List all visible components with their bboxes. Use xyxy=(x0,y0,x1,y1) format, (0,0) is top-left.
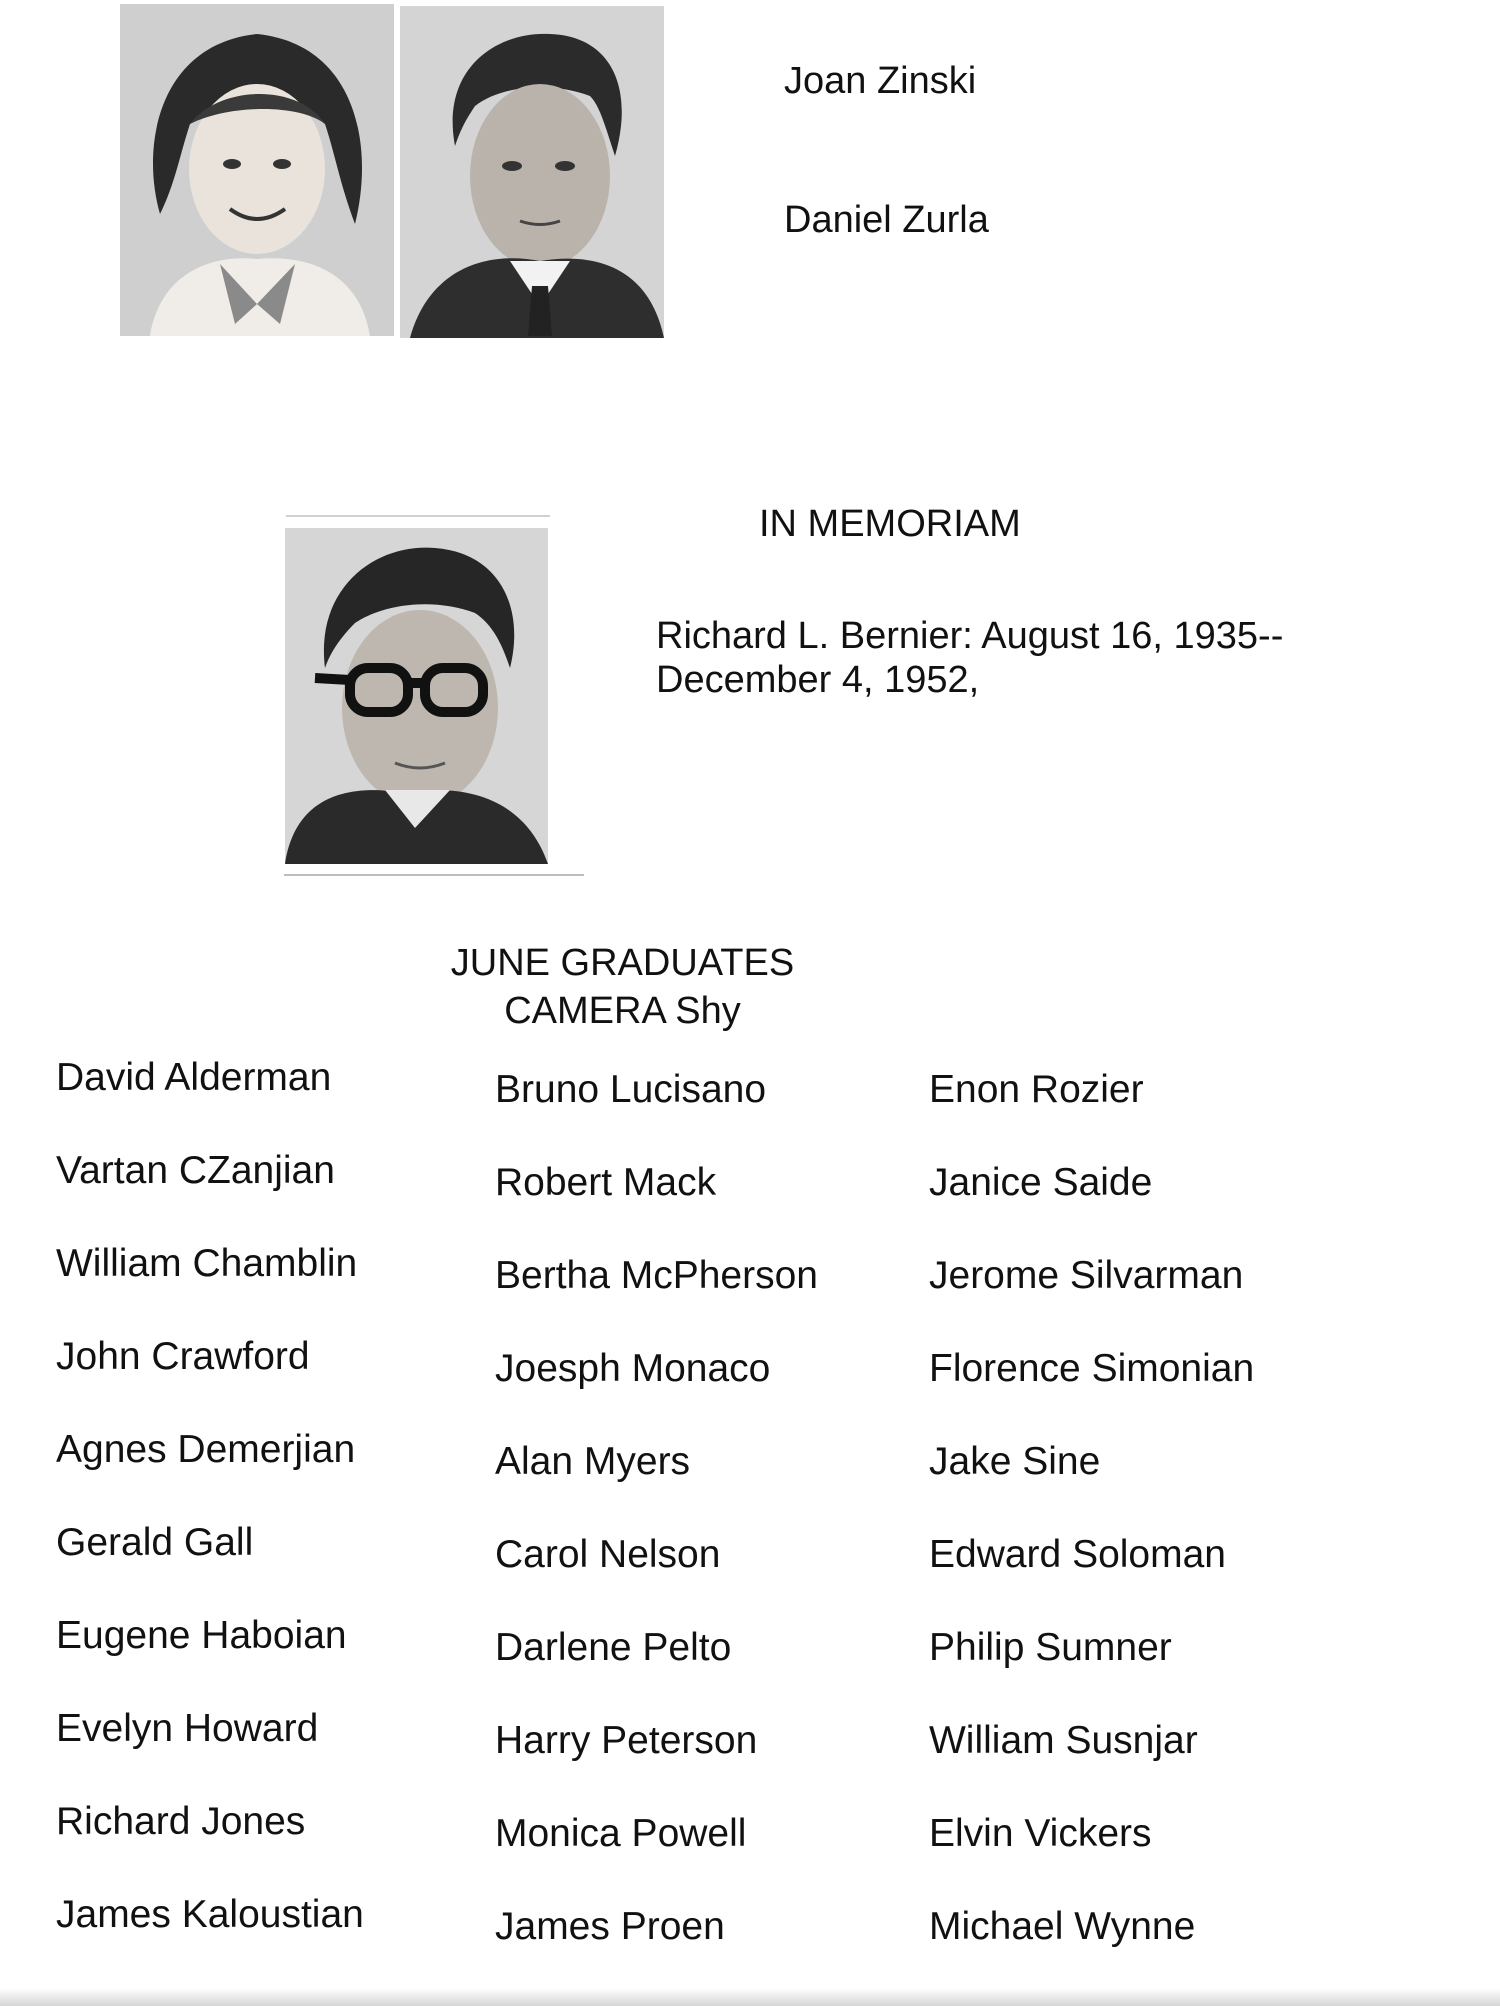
graduate-name: Robert Mack xyxy=(495,1161,717,1204)
portrait-image xyxy=(400,6,664,338)
graduate-name: Harry Peterson xyxy=(495,1719,758,1762)
graduates-heading xyxy=(420,939,825,1035)
graduate-name: Vartan CZanjian xyxy=(56,1149,335,1192)
graduates-column-2 xyxy=(495,1068,818,1998)
scan-edge-shadow xyxy=(0,1988,1500,2006)
graduate-name: Janice Saide xyxy=(929,1161,1153,1204)
graduate-name: Carol Nelson xyxy=(495,1533,721,1576)
graduate-name: James Kaloustian xyxy=(56,1893,364,1936)
graduate-name: Enon Rozier xyxy=(929,1068,1144,1111)
graduate-name: Richard Jones xyxy=(56,1800,306,1843)
graduate-name: Michael Wynne xyxy=(929,1905,1196,1948)
memoriam-line-2: December 4, 1952, xyxy=(656,659,980,701)
graduate-name: Florence Simonian xyxy=(929,1347,1255,1390)
graduate-name: Bruno Lucisano xyxy=(495,1068,767,1111)
graduates-heading-line-1: JUNE GRADUATES xyxy=(450,942,795,984)
memoriam-portrait-photo xyxy=(285,528,548,864)
graduates-heading-line-2: CAMERA Shy xyxy=(504,990,741,1032)
graduate-name: William Chamblin xyxy=(56,1242,358,1285)
graduate-name: Gerald Gall xyxy=(56,1521,254,1564)
graduate-name: William Susnjar xyxy=(929,1719,1198,1762)
graduate-name: Joesph Monaco xyxy=(495,1347,771,1390)
memoriam-photo-frame-top xyxy=(286,515,550,517)
portrait-photo-daniel-zurla xyxy=(400,6,664,338)
portrait-image xyxy=(120,4,394,336)
portrait-image xyxy=(285,528,548,864)
portrait-name-joan-zinski: Joan Zinski xyxy=(784,60,977,102)
portrait-name-daniel-zurla: Daniel Zurla xyxy=(784,199,989,241)
graduate-name: David Alderman xyxy=(56,1056,332,1099)
graduate-name: John Crawford xyxy=(56,1335,310,1378)
graduate-name: Agnes Demerjian xyxy=(56,1428,356,1471)
graduate-name: Edward Soloman xyxy=(929,1533,1226,1576)
memoriam-title: IN MEMORIAM xyxy=(759,503,1021,545)
graduates-column-3 xyxy=(929,1068,1254,1998)
memoriam-line-1: Richard L. Bernier: August 16, 1935-- xyxy=(656,615,1284,657)
graduate-name: Philip Sumner xyxy=(929,1626,1172,1669)
graduate-name: Eugene Haboian xyxy=(56,1614,347,1657)
graduate-name: Darlene Pelto xyxy=(495,1626,732,1669)
graduate-name: Elvin Vickers xyxy=(929,1812,1152,1855)
memoriam-photo-frame-bottom xyxy=(284,874,584,876)
graduate-name: Monica Powell xyxy=(495,1812,747,1855)
graduate-name: Alan Myers xyxy=(495,1440,691,1483)
graduate-name: Bertha McPherson xyxy=(495,1254,818,1297)
graduate-name: James Proen xyxy=(495,1905,725,1948)
portrait-photo-joan-zinski xyxy=(120,4,394,336)
graduate-name: Jerome Silvarman xyxy=(929,1254,1244,1297)
graduate-name: Evelyn Howard xyxy=(56,1707,319,1750)
graduate-name: Jake Sine xyxy=(929,1440,1101,1483)
graduates-column-1 xyxy=(56,1056,364,1986)
